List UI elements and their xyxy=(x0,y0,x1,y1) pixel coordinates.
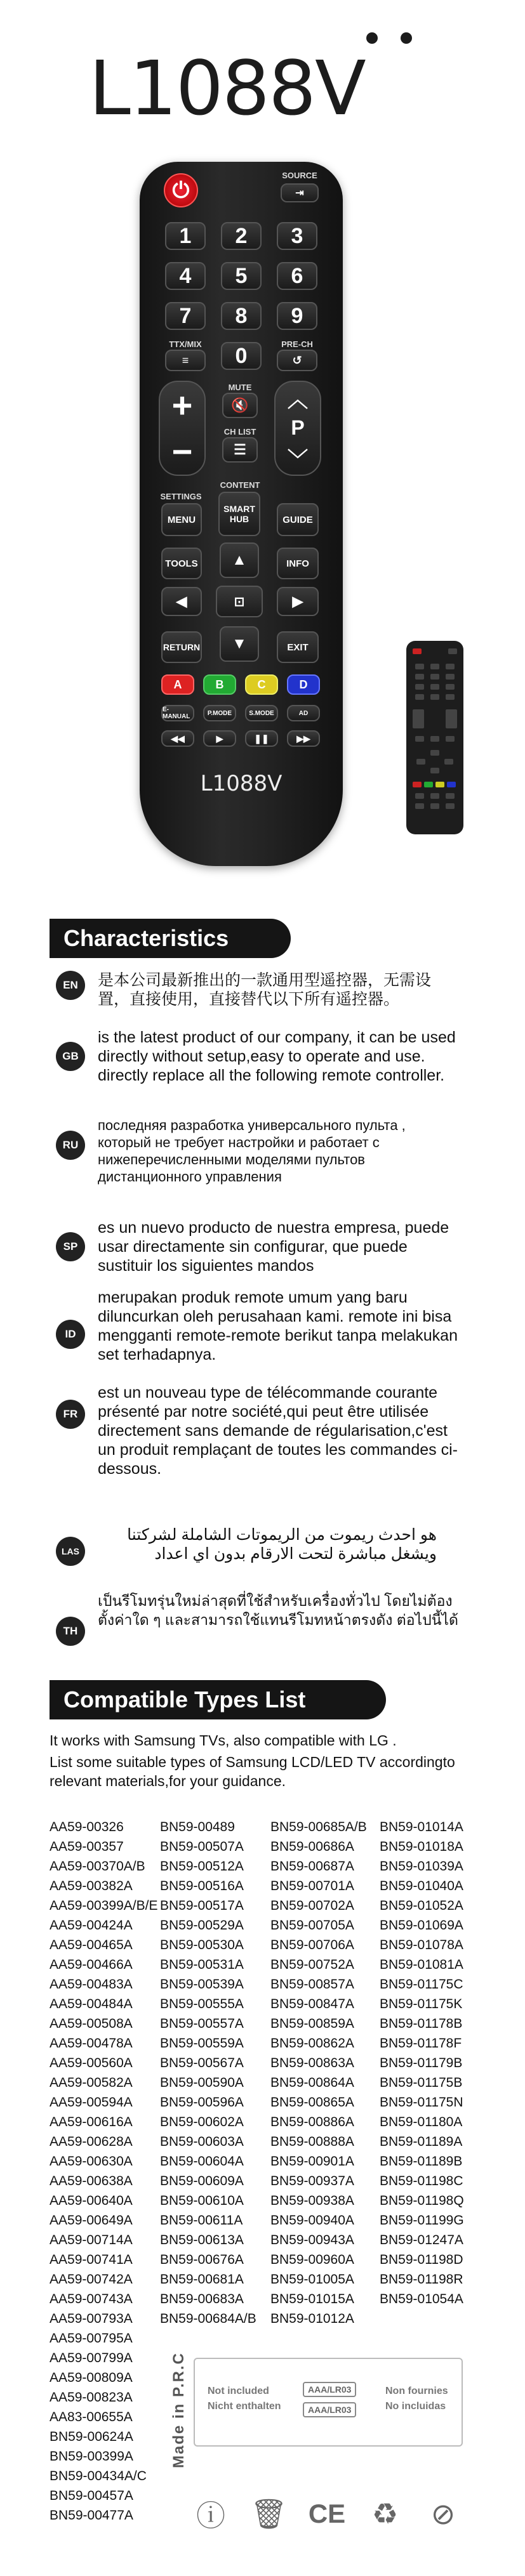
model-code: BN59-00702A xyxy=(270,1898,354,1913)
model-code: BN59-01040A xyxy=(380,1879,463,1893)
model-code: BN59-00862A xyxy=(270,2036,354,2051)
characteristic-ru xyxy=(56,1117,462,1185)
lang-badge: LAS xyxy=(56,1537,85,1566)
model-code: AA59-00809A xyxy=(50,2370,133,2385)
made-in-label: Made in P.R.C xyxy=(170,2352,187,2468)
model-code: AA59-00628A xyxy=(50,2134,133,2149)
model-code: BN59-00683A xyxy=(160,2292,244,2306)
model-code: BN59-00604A xyxy=(160,2154,244,2169)
nav-up-button: ▲ xyxy=(220,542,259,578)
digit-2: 2 xyxy=(221,222,262,250)
brand-model-text: L1088 xyxy=(89,44,316,132)
forward-button: ▶▶ xyxy=(287,730,320,747)
model-code: BN59-01198C xyxy=(380,2174,463,2188)
model-code: AA59-00484A xyxy=(50,1997,133,2011)
model-code: AA59-00638A xyxy=(50,2174,133,2188)
model-code: BN59-01005A xyxy=(270,2272,354,2287)
tools-button: TOOLS xyxy=(161,548,202,579)
model-code: AA59-00465A xyxy=(50,1938,133,1952)
pmode-button: P.MODE xyxy=(203,705,236,721)
info-button: INFO xyxy=(277,548,319,579)
model-code: BN59-00555A xyxy=(160,1997,244,2011)
model-code: BN59-00567A xyxy=(160,2056,244,2070)
model-code: BN59-00687A xyxy=(270,1859,354,1874)
model-code: BN59-00863A xyxy=(270,2056,354,2070)
source-label: SOURCE xyxy=(282,171,317,180)
model-code: BN59-00557A xyxy=(160,2016,244,2031)
digit-0: 0 xyxy=(221,342,262,370)
prech-label: PRE-CH xyxy=(281,339,313,349)
characteristic-id xyxy=(56,1288,462,1364)
model-code: BN59-00685A/B xyxy=(270,1820,367,1834)
pause-button: ❚❚ xyxy=(245,730,278,747)
model-code: AA59-00582A xyxy=(50,2075,133,2090)
model-code: BN59-01178F xyxy=(380,2036,462,2051)
model-code: BN59-01014A xyxy=(380,1820,463,1834)
model-code: BN59-01178B xyxy=(380,2016,463,2031)
model-code: BN59-01039A xyxy=(380,1859,463,1874)
guide-button: GUIDE xyxy=(277,503,319,536)
model-code: AA59-00714A xyxy=(50,2233,133,2247)
model-code: BN59-00530A xyxy=(160,1938,244,1952)
model-code: BN59-01179B xyxy=(380,2056,463,2070)
digit-6: 6 xyxy=(277,262,317,290)
model-code: BN59-01198Q xyxy=(380,2193,464,2208)
nicht-enthalten-text: Nicht enthalten xyxy=(208,2401,281,2412)
exit-button: EXIT xyxy=(277,631,319,663)
lang-badge: SP xyxy=(56,1232,85,1261)
characteristic-fr xyxy=(56,1383,462,1478)
model-column-3 xyxy=(270,1817,367,2329)
smode-button: S.MODE xyxy=(245,705,278,721)
characteristic-sp xyxy=(56,1218,462,1275)
model-code: BN59-00516A xyxy=(160,1879,244,1893)
nav-ok-button: ⊡ xyxy=(216,586,263,617)
model-code: AA59-00823A xyxy=(50,2390,133,2405)
model-code: BN59-00940A xyxy=(270,2213,354,2228)
model-code: BN59-01175C xyxy=(380,1977,463,1992)
model-code: AA59-00742A xyxy=(50,2272,133,2287)
mute-button: 🔇 xyxy=(222,393,258,418)
model-code: BN59-00559A xyxy=(160,2036,244,2051)
channel-up-icon: ︿ xyxy=(287,388,308,411)
ce-mark-icon: CE xyxy=(308,2499,346,2528)
color-key-blue: D xyxy=(287,674,320,695)
model-code: BN59-00517A xyxy=(160,1898,244,1913)
content-label: CONTENT xyxy=(220,480,260,490)
non-fournies-text: Non fournies xyxy=(385,2386,448,2396)
model-code: AA59-00743A xyxy=(50,2292,133,2306)
model-code: BN59-01180A xyxy=(380,2115,463,2129)
model-code: BN59-00864A xyxy=(270,2075,354,2090)
settings-label: SETTINGS xyxy=(160,492,202,501)
chlist-button: ☰ xyxy=(222,437,258,463)
brand-model-v: V xyxy=(315,44,365,132)
characteristic-las xyxy=(56,1525,462,1563)
e-manual-button: E-MANUAL xyxy=(161,705,194,721)
model-code: AA59-00382A xyxy=(50,1879,133,1893)
return-button: RETURN xyxy=(161,631,202,663)
brand-v-dots xyxy=(362,25,419,51)
lang-badge: ID xyxy=(56,1320,85,1349)
model-code: BN59-01189A xyxy=(380,2134,463,2149)
model-code: BN59-00960A xyxy=(270,2252,354,2267)
characteristic-en xyxy=(56,971,462,1009)
model-code: BN59-00590A xyxy=(160,2075,244,2090)
model-code: BN59-00847A xyxy=(270,1997,354,2011)
model-code: BN59-00611A xyxy=(160,2213,243,2228)
model-code: AA59-00793A xyxy=(50,2311,133,2326)
model-code: BN59-01198R xyxy=(380,2272,463,2287)
model-code: AA59-00560A xyxy=(50,2056,133,2070)
characteristic-text: merupakan produk remote umum yang baru diluncurkan oleh perusahaan kami. remote ini bisa mengganti remote-remote berikut tanpa melakukan set terhadapnya. xyxy=(98,1289,458,1364)
digit-8: 8 xyxy=(221,302,262,330)
model-code: AA59-00357 xyxy=(50,1839,124,1854)
digit-7: 7 xyxy=(165,302,206,330)
model-code: BN59-00434A/C xyxy=(50,2469,147,2483)
model-code: BN59-01175K xyxy=(380,1997,463,2011)
lang-badge: GB xyxy=(56,1042,85,1071)
model-code: BN59-00859A xyxy=(270,2016,354,2031)
characteristics-header: Characteristics xyxy=(50,919,291,958)
model-code: BN59-00489 xyxy=(160,1820,235,1834)
model-code: BN59-00681A xyxy=(160,2272,244,2287)
model-code: BN59-00596A xyxy=(160,2095,244,2110)
characteristic-text: es un nuevo producto de nuestra empresa, puede usar directamente sin configurar, que puede sustituir los siguientes mandos xyxy=(98,1219,449,1275)
color-key-yellow: C xyxy=(245,674,278,695)
ttx-label: TTX/MIX xyxy=(169,339,202,349)
digit-1: 1 xyxy=(165,222,206,250)
nav-right-button: ▶ xyxy=(277,587,319,616)
characteristic-text: est un nouveau type de télécommande courante présenté par notre société,qui peut être utilisée directement sans demande de régularisation,c'est un produit remplaçant de toutes les commandes ci-dessous. xyxy=(98,1384,458,1478)
color-key-red: A xyxy=(161,674,194,695)
model-code: BN59-00686A xyxy=(270,1839,354,1854)
remote-model-label: L1088V xyxy=(200,771,282,796)
model-code: BN59-00865A xyxy=(270,2095,354,2110)
model-code: BN59-01078A xyxy=(380,1938,463,1952)
no-sign-icon: ⊘ xyxy=(430,2497,456,2530)
model-code: BN59-01015A xyxy=(270,2292,354,2306)
battery-label-1: AAA/LR03 xyxy=(303,2382,356,2397)
model-code: BN59-00937A xyxy=(270,2174,354,2188)
model-code: AA59-00508A xyxy=(50,2016,133,2031)
recycle-icon: ♻ xyxy=(371,2497,399,2530)
model-code: BN59-00857A xyxy=(270,1977,354,1992)
model-code: BN59-01012A xyxy=(270,2311,354,2326)
menu-button: MENU xyxy=(161,503,202,536)
model-code: AA59-00424A xyxy=(50,1918,133,1933)
volume-up-icon: + xyxy=(171,385,193,425)
digit-5: 5 xyxy=(221,262,262,290)
model-code: BN59-00938A xyxy=(270,2193,354,2208)
model-code: AA59-00741A xyxy=(50,2252,133,2267)
model-code: AA59-00594A xyxy=(50,2095,133,2110)
remote-control-image xyxy=(140,162,343,866)
battery-info-box xyxy=(194,2358,463,2447)
model-code: BN59-00624A xyxy=(50,2429,133,2444)
model-code: AA59-00616A xyxy=(50,2115,133,2129)
no-incluidas-text: No incluidas xyxy=(385,2401,446,2412)
model-code: AA59-00478A xyxy=(50,2036,133,2051)
model-code: BN59-00507A xyxy=(160,1839,244,1854)
chlist-label: CH LIST xyxy=(223,427,256,437)
model-code: BN59-00701A xyxy=(270,1879,354,1893)
characteristic-gb xyxy=(56,1028,462,1085)
not-included-text: Not included xyxy=(208,2386,269,2396)
characteristic-text: последняя разработка универсального пульта , который не требует настройки и работает с нижеперечисленными моделями пультов дистанционного управления xyxy=(98,1117,406,1185)
model-code: BN59-00888A xyxy=(270,2134,354,2149)
model-code: BN59-00457A xyxy=(50,2488,133,2503)
ttx-button: ≡ xyxy=(165,350,206,371)
channel-label: P xyxy=(291,416,305,440)
power-button: ⏻ xyxy=(164,173,198,207)
characteristic-text: 是本公司最新推出的一款通用型遥控器，无需设置，直接使用，直接替代以下所有遥控器。 xyxy=(98,971,432,1008)
prech-button: ↺ xyxy=(277,350,317,371)
model-code: AA83-00655A xyxy=(50,2410,133,2424)
compatible-intro-1: It works with Samsung TVs, also compatible with LG . xyxy=(50,1732,397,1749)
channel-down-icon: ﹀ xyxy=(287,448,308,471)
model-code: AA59-00795A xyxy=(50,2331,133,2346)
model-code: BN59-00602A xyxy=(160,2115,244,2129)
model-code: AA59-00640A xyxy=(50,2193,133,2208)
model-code: BN59-01247A xyxy=(380,2233,463,2247)
mute-label: MUTE xyxy=(228,383,252,392)
brand-logo xyxy=(89,44,365,132)
characteristic-text: is the latest product of our company, it can be used directly without setup,easy to operate and use. directly replace all the following remote controller. xyxy=(98,1028,456,1084)
model-code: BN59-00684A/B xyxy=(160,2311,256,2326)
model-code: BN59-01018A xyxy=(380,1839,463,1854)
compatible-header: Compatible Types List xyxy=(50,1680,386,1719)
model-code: BN59-00901A xyxy=(270,2154,354,2169)
model-code: AA59-00799A xyxy=(50,2351,133,2365)
play-button: ▶ xyxy=(203,730,236,747)
model-code: BN59-00943A xyxy=(270,2233,354,2247)
model-code: BN59-01081A xyxy=(380,1957,463,1972)
model-column-2 xyxy=(160,1817,256,2329)
model-code: BN59-00603A xyxy=(160,2134,244,2149)
lang-badge: EN xyxy=(56,971,85,1000)
model-code: AA59-00370A/B xyxy=(50,1859,145,1874)
model-code: BN59-00609A xyxy=(160,2174,244,2188)
lang-badge: RU xyxy=(56,1131,85,1160)
model-column-4 xyxy=(380,1817,464,2309)
channel-rocker xyxy=(274,381,321,476)
model-code: AA59-00466A xyxy=(50,1957,133,1972)
rewind-button: ◀◀ xyxy=(161,730,194,747)
certification-icons xyxy=(190,2494,463,2534)
model-code: BN59-00531A xyxy=(160,1957,244,1972)
model-code: BN59-00610A xyxy=(160,2193,244,2208)
model-column-1 xyxy=(50,1817,157,2525)
compatible-intro-2: List some suitable types of Samsung LCD/LED TV accordingto relevant materials,for your guidance. xyxy=(50,1754,455,1789)
model-code: BN59-00705A xyxy=(270,1918,354,1933)
model-code: BN59-00529A xyxy=(160,1918,244,1933)
nav-down-button: ▼ xyxy=(220,626,259,662)
characteristic-text: เป็นรีโมทรุ่นใหม่ล่าสุดที่ใช้สำหรับเครื่องทั่วไป โดยไม่ต้องตั้งค่าใด ๆ และสามารถใช้แทนรีโมทหน้าตรงดัง ต่อไปนี้ได้ xyxy=(98,1593,458,1628)
lang-badge: TH xyxy=(56,1617,85,1646)
model-code: BN59-00752A xyxy=(270,1957,354,1972)
source-button: ⇥ xyxy=(281,183,319,202)
model-code: AA59-00649A xyxy=(50,2213,133,2228)
weee-bin-icon: 🗑 xyxy=(250,2497,288,2530)
ad-button: AD xyxy=(287,705,320,721)
digit-4: 4 xyxy=(165,262,206,290)
model-code: BN59-01069A xyxy=(380,1918,463,1933)
model-code: AA59-00483A xyxy=(50,1977,133,1992)
nav-left-button: ◀ xyxy=(161,587,202,616)
model-code: BN59-01199G xyxy=(380,2213,464,2228)
model-code: BN59-00539A xyxy=(160,1977,244,1992)
model-code: BN59-00512A xyxy=(160,1859,244,1874)
model-code: AA59-00630A xyxy=(50,2154,133,2169)
power-info-icon: ⓘ xyxy=(196,2499,225,2532)
color-key-green: B xyxy=(203,674,236,695)
model-code: BN59-00613A xyxy=(160,2233,244,2247)
digit-9: 9 xyxy=(277,302,317,330)
model-code: BN59-00676A xyxy=(160,2252,244,2267)
model-code: BN59-01052A xyxy=(380,1898,463,1913)
model-code: BN59-00706A xyxy=(270,1938,354,1952)
model-code: BN59-01054A xyxy=(380,2292,463,2306)
model-code: BN59-01198D xyxy=(380,2252,463,2267)
smart-hub-button: SMART HUB xyxy=(218,492,260,536)
lang-badge: FR xyxy=(56,1400,85,1429)
battery-label-2: AAA/LR03 xyxy=(303,2402,356,2417)
model-code: BN59-01189B xyxy=(380,2154,463,2169)
model-code: BN59-00477A xyxy=(50,2508,133,2523)
volume-down-icon: − xyxy=(171,431,193,471)
model-code: AA59-00399A/B/E xyxy=(50,1898,158,1913)
volume-rocker xyxy=(159,381,206,476)
characteristic-text: هو احدث ريموت من الريموتات الشاملة لشركتنا ويشغل مباشرة لتحت الارقام بدون اي اعداد xyxy=(127,1526,437,1563)
digit-3: 3 xyxy=(277,222,317,250)
model-code: BN59-00886A xyxy=(270,2115,354,2129)
characteristic-th xyxy=(56,1591,462,1637)
small-remote-image xyxy=(406,641,463,834)
model-code: BN59-01175N xyxy=(380,2095,463,2110)
model-code: AA59-00326 xyxy=(50,1820,124,1834)
model-code: BN59-00399A xyxy=(50,2449,133,2464)
model-code: BN59-01175B xyxy=(380,2075,463,2090)
